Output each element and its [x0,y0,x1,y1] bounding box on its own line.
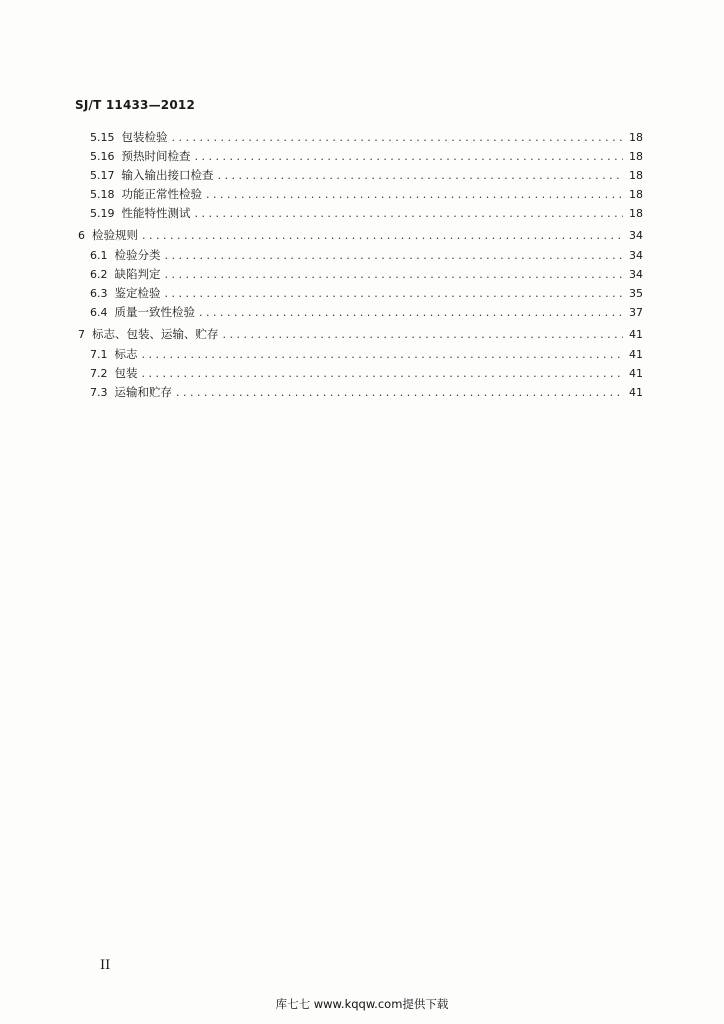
toc-entry-title: 预热时间检查 [121,149,191,163]
toc-dot-leader [165,284,624,303]
download-source-note: 库七七 www.kqqw.com提供下载 [275,997,449,1011]
toc-entry-title: 缺陷判定 [114,267,161,281]
toc-dot-leader [195,147,624,166]
toc-entry-page: 18 [629,150,643,163]
toc-entry-title: 性能特性测试 [121,206,191,220]
toc-entry-page: 34 [629,268,643,281]
toc-entry-number: 6.4 [90,306,108,319]
toc-entry-page: 41 [629,348,643,361]
toc-entry [78,128,643,147]
toc-entry-number: 5.15 [90,131,115,144]
toc-entry-title: 功能正常性检验 [121,187,202,201]
toc-entry [78,204,643,223]
toc-entry [78,345,643,364]
toc-dot-leader [142,345,624,364]
toc-entry-page: 34 [629,249,643,262]
toc-entry-number: 6.3 [90,287,108,300]
toc-entry [78,265,643,284]
toc-entry-page: 41 [629,367,643,380]
toc-entry [78,246,643,265]
toc-entry-number: 6 [78,229,85,242]
toc-dot-leader [223,324,624,345]
page-number: II [100,958,111,973]
toc-entry-number: 6.2 [90,268,108,281]
toc-entry-page: 18 [629,207,643,220]
toc-entry-title: 运输和贮存 [114,385,172,399]
toc-dot-leader [176,383,623,402]
toc-dot-leader [165,265,624,284]
toc-entry-number: 5.19 [90,207,115,220]
toc-entry-page: 41 [629,328,643,341]
toc-dot-leader [218,166,624,185]
toc-dot-leader [142,364,624,383]
toc-entry-number: 7 [78,328,85,341]
toc-dot-leader [206,185,623,204]
toc-entry [78,364,643,383]
document-code: SJ/T 11433—2012 [75,98,195,112]
toc-entry-number: 5.17 [90,169,115,182]
toc-entry-page: 18 [629,169,643,182]
toc-entry-title: 检验规则 [92,228,138,242]
toc-entry-page: 35 [629,287,643,300]
toc-entry [78,303,643,322]
toc-entry [78,383,643,402]
toc-entry [78,185,643,204]
toc-entry [78,225,643,246]
toc-entry-title: 包装 [114,366,138,380]
toc-entry-title: 包装检验 [121,130,168,144]
toc-dot-leader [142,225,623,246]
toc-entry-number: 7.3 [90,386,108,399]
toc-entry-number: 7.2 [90,367,108,380]
toc-entry-number: 6.1 [90,249,108,262]
toc-entry-title: 输入输出接口检查 [121,168,214,182]
toc-entry-page: 18 [629,131,643,144]
toc-entry-title: 质量一致性检验 [114,305,195,319]
toc-dot-leader [172,128,624,147]
table-of-contents [78,128,643,402]
toc-entry-number: 7.1 [90,348,108,361]
toc-dot-leader [165,246,624,265]
toc-entry-title: 标志、包装、运输、贮存 [92,327,219,341]
toc-entry-title: 鉴定检验 [114,286,161,300]
toc-entry [78,324,643,345]
toc-entry-page: 18 [629,188,643,201]
toc-entry [78,166,643,185]
toc-entry-title: 检验分类 [114,248,161,262]
toc-dot-leader [195,204,624,223]
toc-dot-leader [199,303,623,322]
toc-entry-title: 标志 [114,347,138,361]
toc-entry-number: 5.18 [90,188,115,201]
toc-entry-number: 5.16 [90,150,115,163]
toc-entry [78,284,643,303]
toc-entry-page: 34 [629,229,643,242]
toc-entry-page: 41 [629,386,643,399]
toc-entry-page: 37 [629,306,643,319]
toc-entry [78,147,643,166]
